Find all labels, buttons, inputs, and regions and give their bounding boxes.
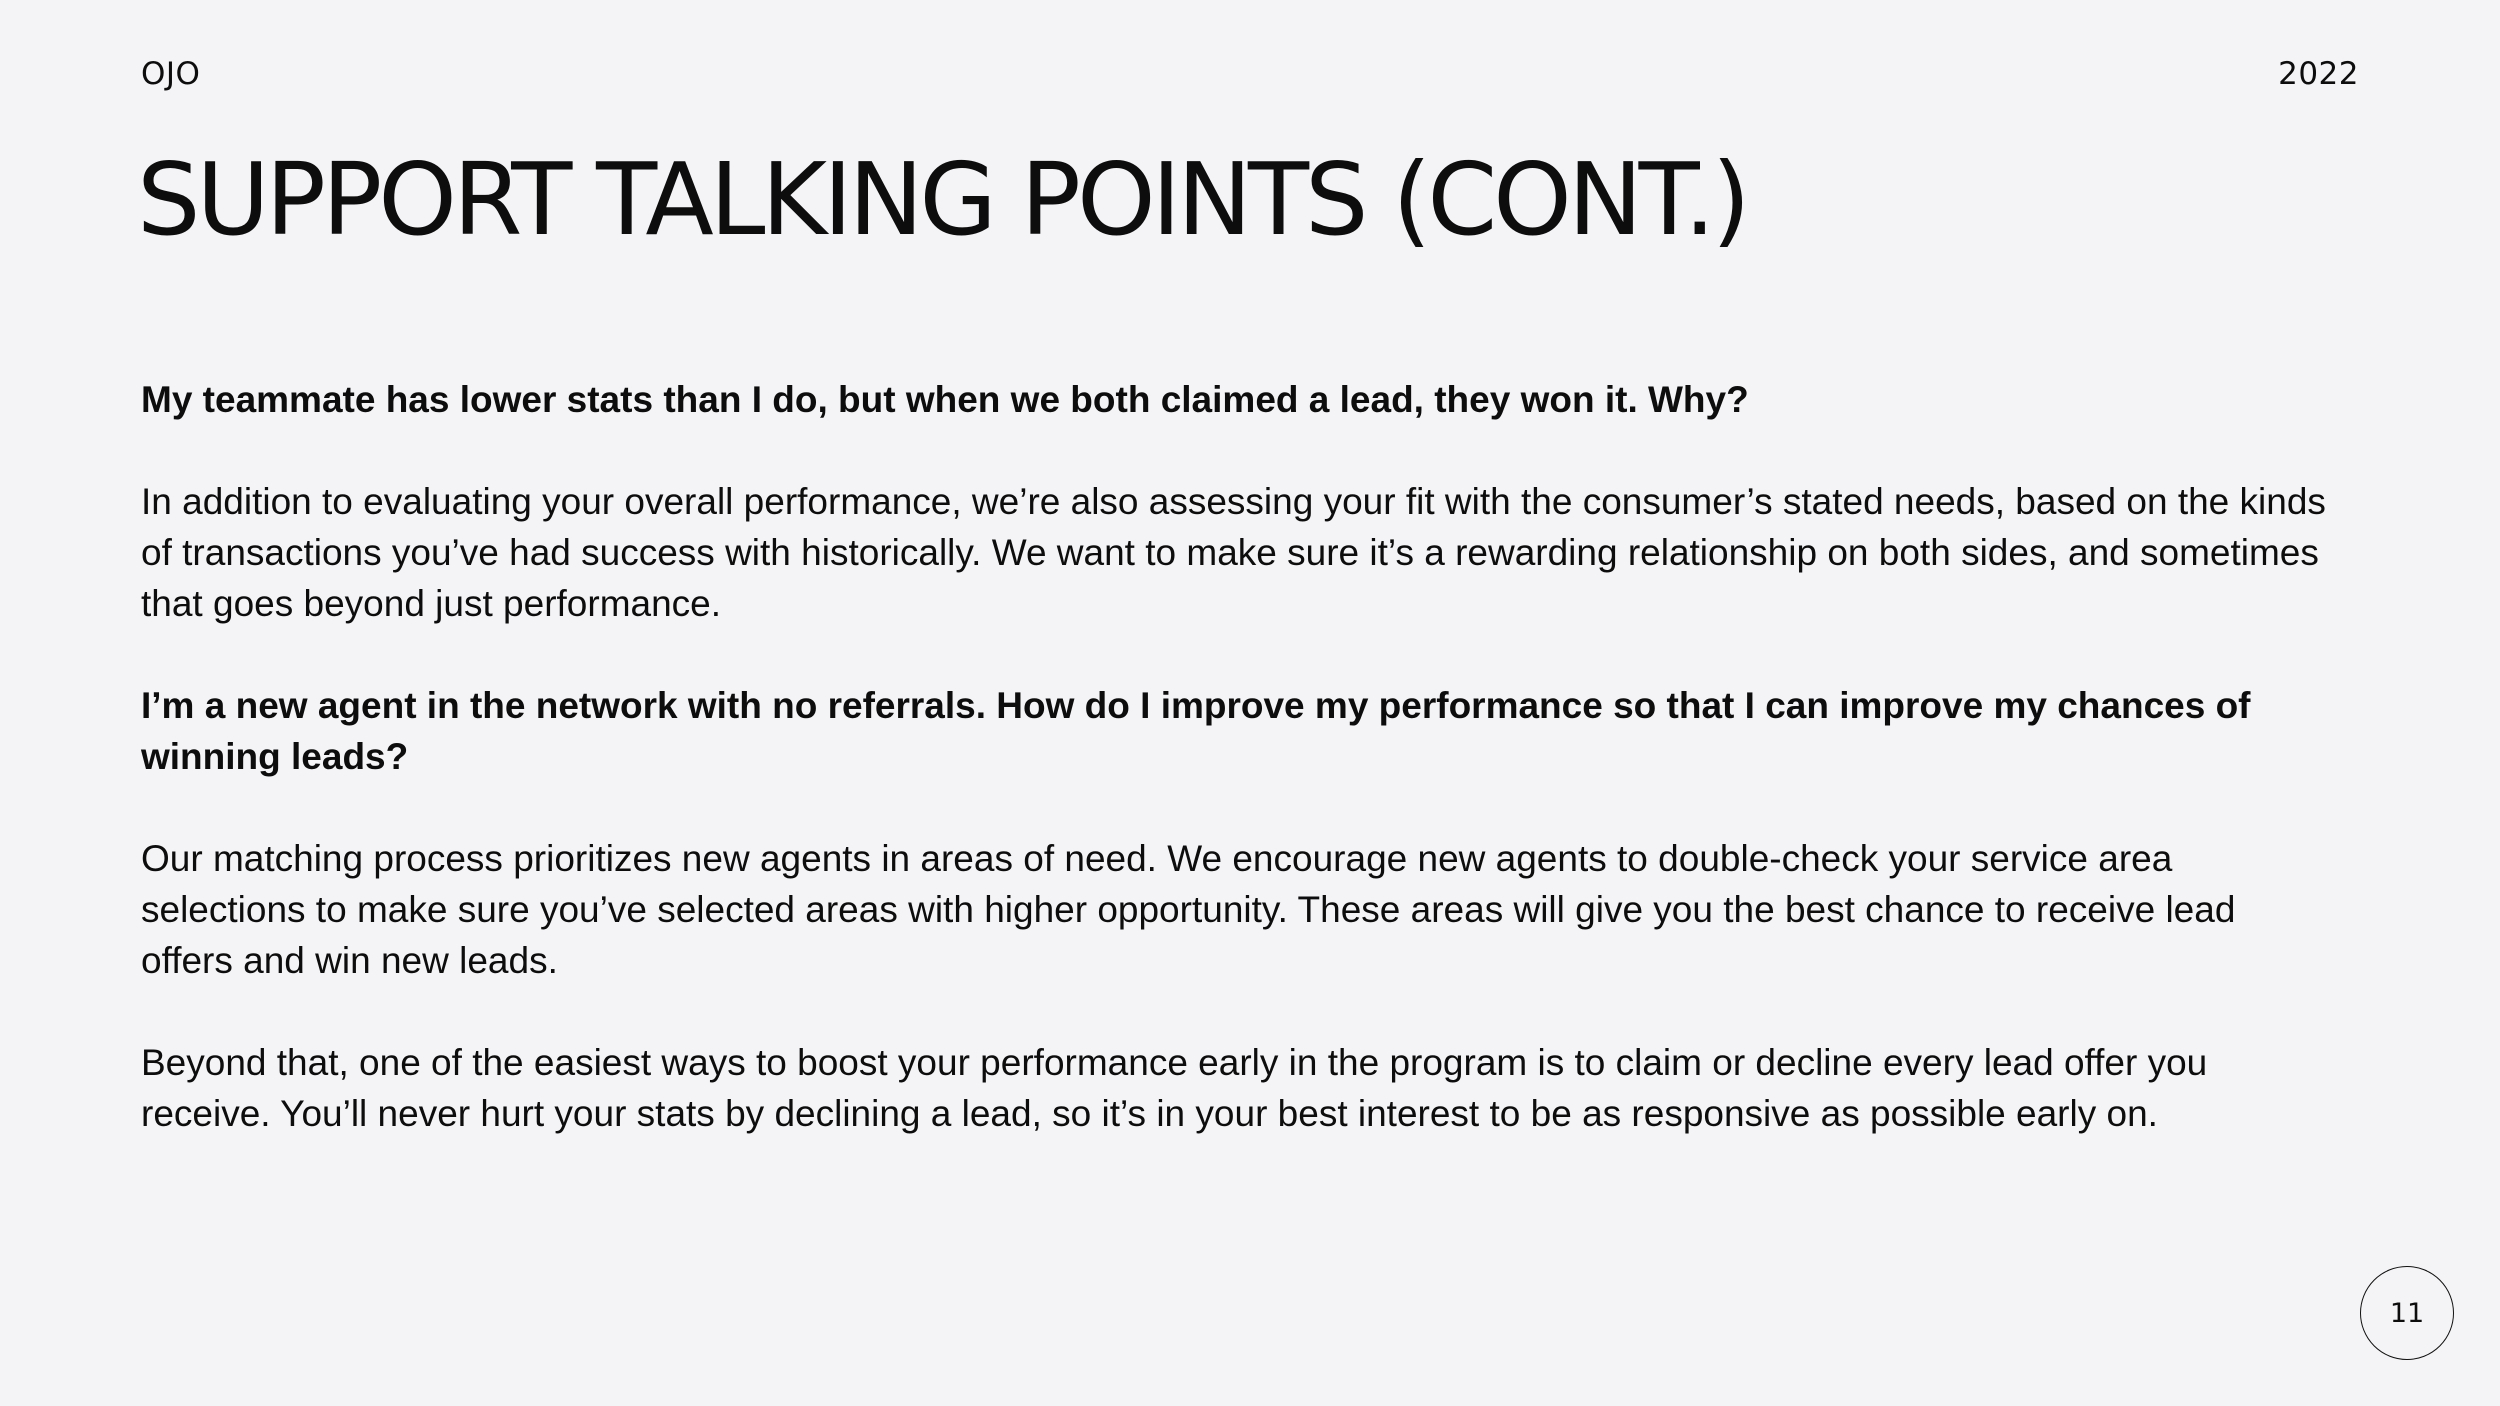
brand-label: OJO <box>141 56 201 92</box>
answer-2: Our matching process prioritizes new agents in areas of need. We encourage new agents to double-check your service area selections to make sure you’ve selected areas with higher opportunity. These areas will give you the best chance to receive lead offers and win new leads. <box>141 838 2236 981</box>
answer-1: In addition to evaluating your overall performance, we’re also assessing your fit with the consumer’s stated needs, based on the kinds of transactions you’ve had success with historically. We want to make sure it’s a rewarding relationship on both sides, and sometimes that goes beyond just performance. <box>141 481 2326 624</box>
answer-3: Beyond that, one of the easiest ways to boost your performance early in the program is to claim or decline every lead offer you receive. You’ll never hurt your stats by declining a lead, so it’s in your best interest to be as responsive as possible early on. <box>141 1042 2208 1134</box>
page-number-badge <box>2360 1266 2454 1360</box>
page-number: 11 <box>2389 1297 2425 1329</box>
talking-points <box>141 374 2331 1190</box>
question-2: I’m a new agent in the network with no referrals. How do I improve my performance so that I can improve my chances of winning leads? <box>141 685 2251 777</box>
year-label: 2022 <box>2278 56 2359 92</box>
page-title: SUPPORT TALKING POINTS (CONT.) <box>137 141 1747 258</box>
question-1: My teammate has lower stats than I do, but when we both claimed a lead, they won it. Why? <box>141 379 1749 420</box>
